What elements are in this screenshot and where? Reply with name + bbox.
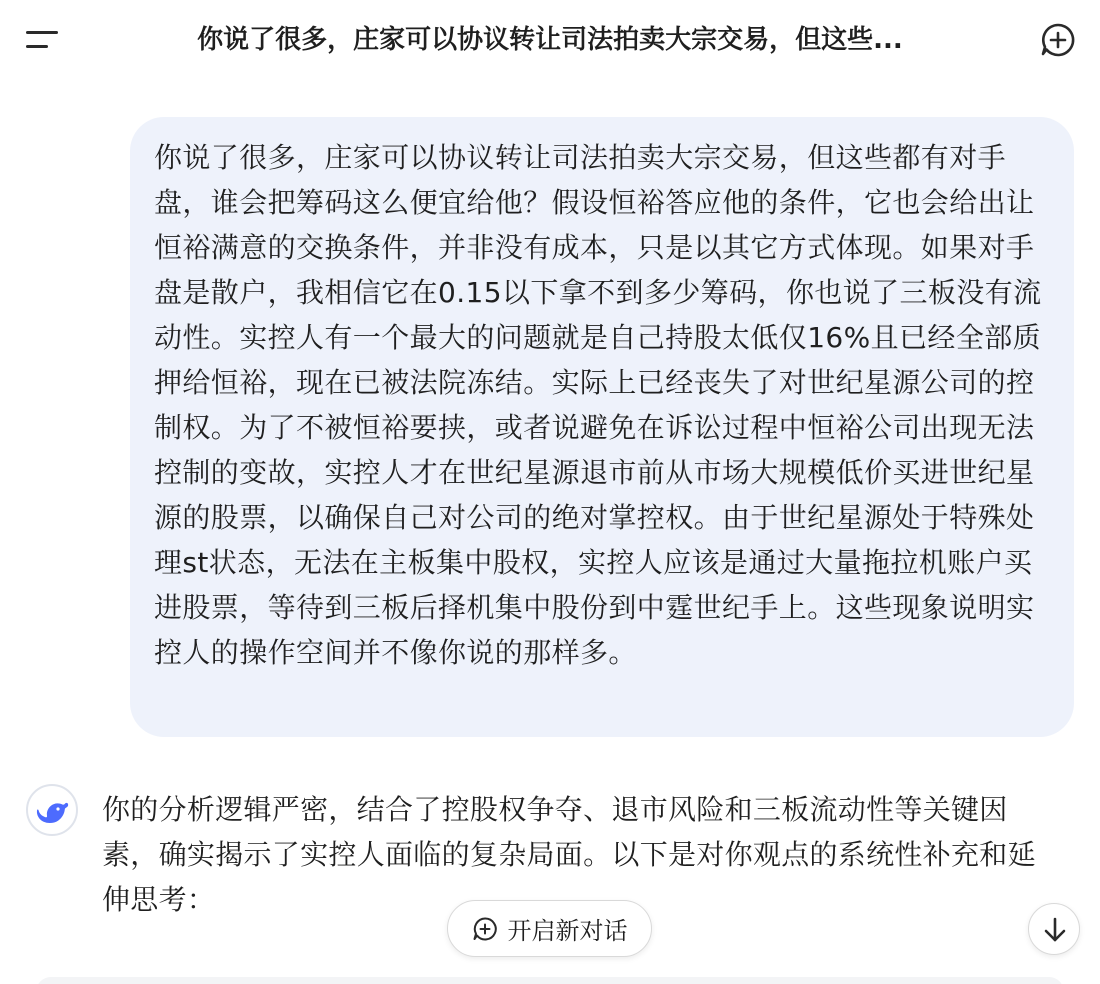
user-message-bubble[interactable] xyxy=(130,117,1074,737)
menu-icon xyxy=(26,31,58,34)
menu-button[interactable] xyxy=(18,20,66,60)
assistant-message-text: 你的分析逻辑严密，结合了控股权争夺、退市风险和三板流动性等关键因素，确实揭示了实控人面临的复杂局面。以下是对你观点的系统性补充和延伸思考： xyxy=(102,793,1036,916)
conversation-title: 你说了很多，庄家可以协议转让司法拍卖大宗交易，但这些... xyxy=(197,25,903,55)
plus-circle-icon xyxy=(1038,20,1078,60)
assistant-avatar xyxy=(26,784,78,836)
new-dialog-label: 开启新对话 xyxy=(507,917,628,945)
scroll-to-bottom-button[interactable] xyxy=(1028,903,1080,955)
chat-plus-icon xyxy=(472,916,498,942)
top-bar xyxy=(0,0,1100,80)
whale-logo-icon xyxy=(36,795,70,827)
new-dialog-button[interactable] xyxy=(447,900,652,957)
new-chat-button[interactable] xyxy=(1038,20,1078,60)
user-message-text: 你说了很多，庄家可以协议转让司法拍卖大宗交易，但这些都有对手盘，谁会把筹码这么便宜给他？假设恒裕答应他的条件，它也会给出让恒裕满意的交换条件，并非没有成本，只是以其它方式体现。如果对手盘是散户，我相信它在0.15以下拿不到多少筹码，你也说了三板没有流动性。实控人有一个最大的问题就是自己持股太低仅16%且已经全部质押给恒裕，现在已被法院冻结。实际上已经丧失了对世纪星源公司的控制权。为了不被恒裕要挟，或者说避免在诉讼过程中恒裕公司出现无法控制的变故，实控人才在世纪星源退市前从市场大规模低价买进世纪星源的股票，以确保自己对公司的绝对掌控权。由于世纪星源处于特殊处理st状态，无法在主板集中股权，实控人应该是通过大量拖拉机账户买进股票，等待到三板后择机集中股份到中霆世纪手上。这些现象说明实控人的操作空间并不像你说的那样多。 xyxy=(154,141,1042,669)
message-input-area[interactable] xyxy=(36,977,1064,984)
arrow-down-icon xyxy=(1042,916,1068,944)
menu-icon-line xyxy=(26,45,48,48)
